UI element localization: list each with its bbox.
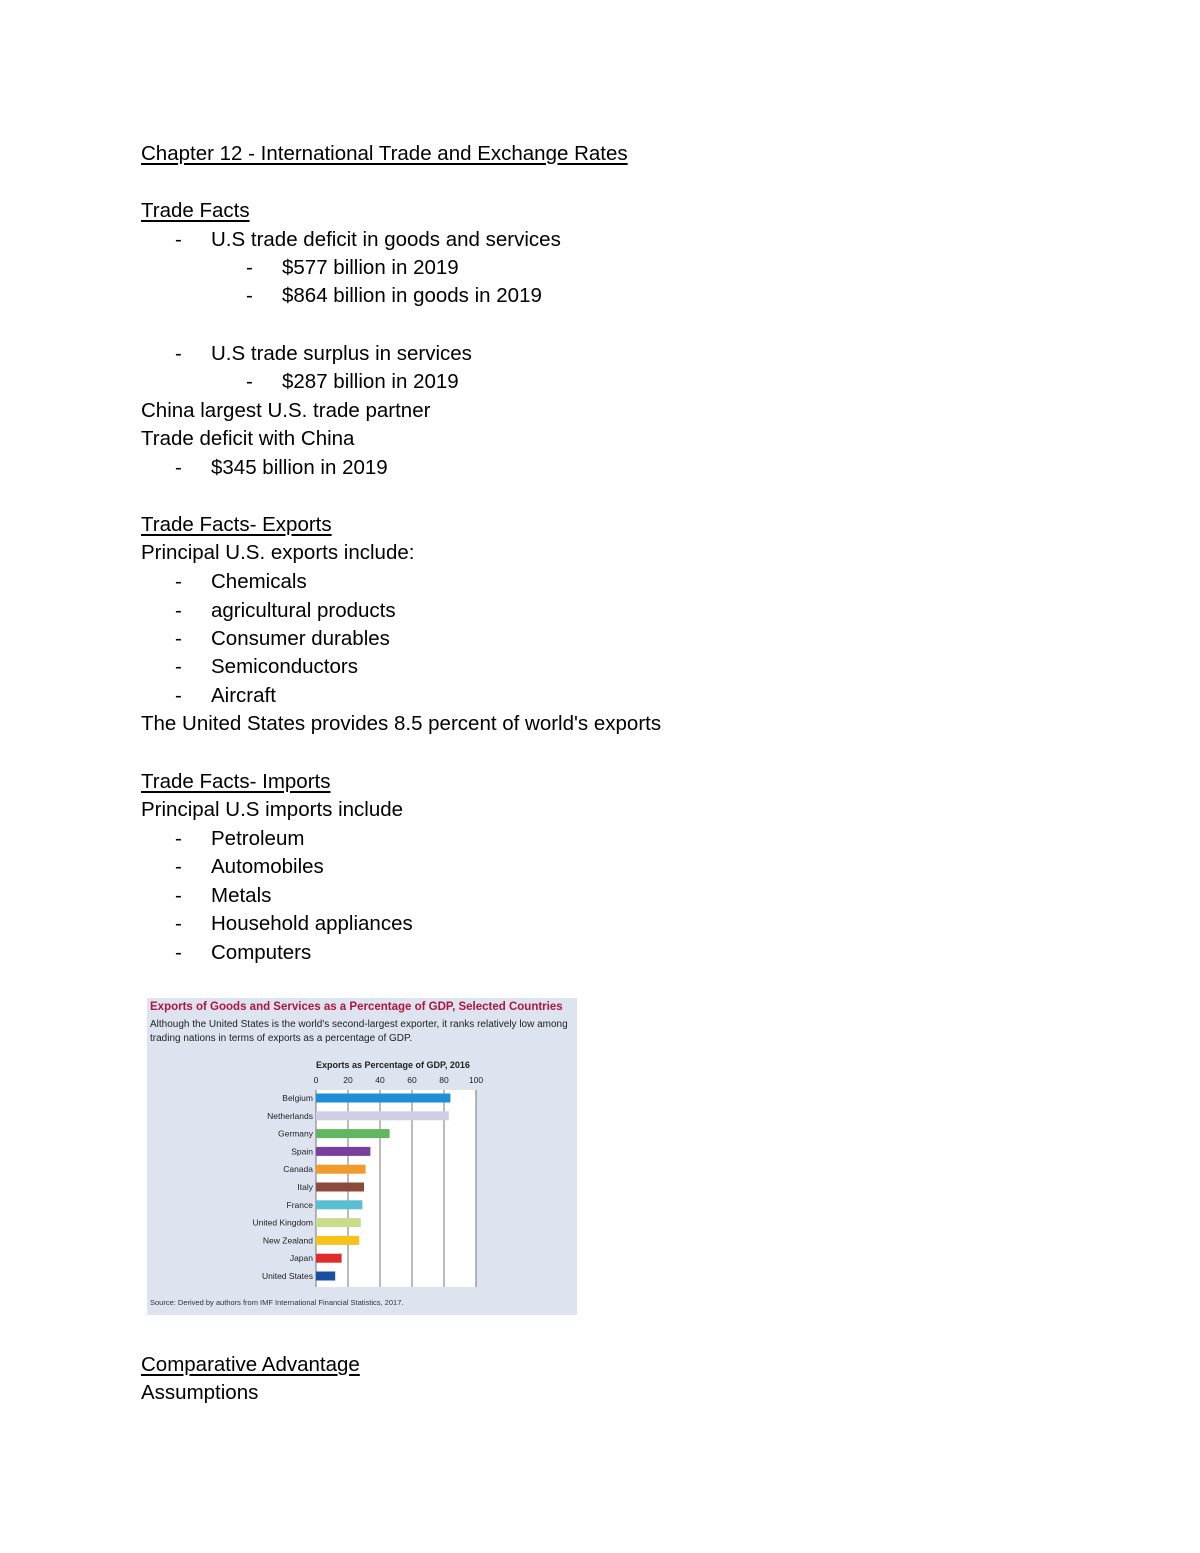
bar — [316, 1165, 366, 1174]
list-item: Automobiles — [211, 855, 324, 878]
bullet-dash: - — [175, 228, 182, 251]
bar-chart — [147, 998, 577, 1315]
bar — [316, 1094, 450, 1103]
list-item: $864 billion in goods in 2019 — [282, 284, 542, 307]
heading-trade-facts: Trade Facts — [141, 199, 250, 222]
list-item: Petroleum — [211, 827, 305, 850]
bullet-dash: - — [175, 570, 182, 593]
heading-comparative-advantage: Comparative Advantage — [141, 1353, 360, 1376]
list-item: $345 billion in 2019 — [211, 456, 388, 479]
bar — [316, 1272, 335, 1281]
list-item: $287 billion in 2019 — [282, 370, 459, 393]
category-label: Spain — [291, 1146, 313, 1157]
text-line: China largest U.S. trade partner — [141, 399, 431, 422]
x-tick-label: 20 — [343, 1075, 353, 1085]
bullet-dash: - — [246, 284, 253, 307]
x-tick-label: 40 — [375, 1075, 385, 1085]
category-label: New Zealand — [262, 1235, 313, 1246]
bullet-dash: - — [175, 627, 182, 650]
bar — [316, 1147, 370, 1156]
list-item: agricultural products — [211, 599, 396, 622]
list-item: Computers — [211, 941, 312, 964]
text-line: Principal U.S imports include — [141, 798, 404, 821]
figure-title: Exports of Goods and Services as a Percentage of GDP, Selected Countries — [150, 1001, 563, 1013]
category-label: Germany — [278, 1128, 313, 1139]
category-label: Italy — [297, 1182, 313, 1192]
list-item: Household appliances — [211, 912, 413, 935]
bar — [316, 1183, 364, 1192]
list-item: U.S trade deficit in goods and services — [211, 228, 561, 251]
bar — [316, 1236, 359, 1245]
bar — [316, 1218, 361, 1227]
list-item: $577 billion in 2019 — [282, 256, 459, 279]
list-item: Metals — [211, 884, 272, 907]
bullet-dash: - — [175, 884, 182, 907]
bar — [316, 1129, 390, 1138]
category-label: Belgium — [282, 1093, 313, 1103]
page-title: Chapter 12 - International Trade and Exchange Rates — [141, 142, 628, 165]
list-item: Chemicals — [211, 570, 307, 593]
list-item: U.S trade surplus in services — [211, 342, 472, 365]
category-label: United Kingdom — [252, 1217, 313, 1228]
category-label: Canada — [283, 1164, 313, 1175]
text-line: Assumptions — [141, 1381, 259, 1404]
heading-imports: Trade Facts- Imports — [141, 770, 331, 793]
category-label: France — [286, 1199, 313, 1210]
bar — [316, 1254, 342, 1263]
heading-exports: Trade Facts- Exports — [141, 513, 332, 536]
bullet-dash: - — [175, 941, 182, 964]
bullet-dash: - — [175, 855, 182, 878]
chart-title: Exports as Percentage of GDP, 2016 — [316, 1060, 470, 1070]
bullet-dash: - — [175, 655, 182, 678]
list-item: Semiconductors — [211, 655, 358, 678]
bullet-dash: - — [246, 256, 253, 279]
bar — [316, 1111, 449, 1120]
exports-chart-figure — [147, 998, 577, 1315]
text-line: Trade deficit with China — [141, 427, 355, 450]
category-label: Netherlands — [267, 1110, 313, 1121]
bullet-dash: - — [175, 599, 182, 622]
list-item: Aircraft — [211, 684, 276, 707]
x-tick-label: 100 — [468, 1075, 484, 1085]
bullet-dash: - — [175, 456, 182, 479]
list-item: Consumer durables — [211, 627, 390, 650]
text-line: The United States provides 8.5 percent of world's exports — [141, 712, 662, 735]
x-tick-label: 80 — [439, 1075, 449, 1085]
bullet-dash: - — [246, 370, 253, 393]
figure-source: Source: Derived by authors from IMF International Financial Statistics, 2017. — [150, 1298, 404, 1307]
x-tick-label: 0 — [313, 1075, 319, 1085]
bullet-dash: - — [175, 827, 182, 850]
category-label: Japan — [289, 1253, 313, 1264]
text-line: Principal U.S. exports include: — [141, 541, 415, 564]
bullet-dash: - — [175, 342, 182, 365]
x-tick-label: 60 — [407, 1075, 417, 1085]
category-label: United States — [261, 1271, 313, 1281]
figure-subtitle: Although the United States is the world's second-largest exporter, it ranks relatively low among trading nations in terms of exports as a percentage of GDP. — [150, 1019, 568, 1044]
bar — [316, 1200, 362, 1209]
bullet-dash: - — [175, 684, 182, 707]
bullet-dash: - — [175, 912, 182, 935]
